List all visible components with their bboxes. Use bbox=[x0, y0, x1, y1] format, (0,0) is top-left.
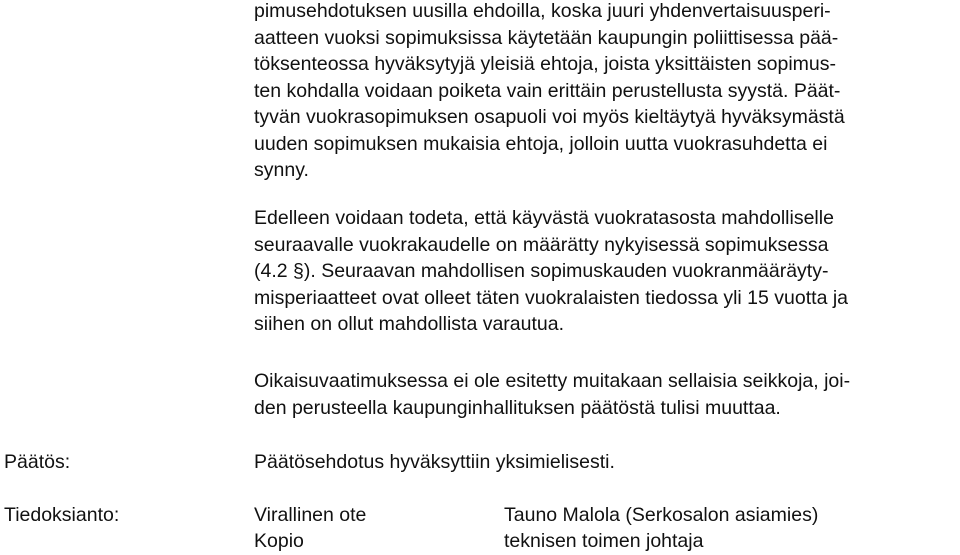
notification-recipient: teknisen toimen johtaja bbox=[504, 530, 704, 552]
paragraph-line: tyvän vuokrasopimuksen osapuoli voi myös kieltäytyä hyväksymästä bbox=[254, 106, 845, 128]
decision-label: Päätös: bbox=[4, 451, 71, 473]
paragraph-line: uuden sopimuksen mukaisia ehtoja, jolloin uutta vuokrasuhdetta ei bbox=[254, 132, 828, 155]
notification-recipient: Tauno Malola (Serkosalon asiamies) bbox=[504, 504, 819, 526]
paragraph-line: ten kohdalla voidaan poiketa vain erittäin perustellusta syystä. Päät- bbox=[254, 79, 841, 102]
paragraph-line: (4.2 §). Seuraavan mahdollisen sopimuskauden vuokranmääräyty- bbox=[254, 260, 829, 282]
paragraph-line: töksenteossa hyväksytyjä yleisiä ehtoja, joista yksittäisten sopimus- bbox=[254, 53, 837, 75]
paragraph-line: Oikaisuvaatimuksessa ei ole esitetty muitakaan sellaisia seikkoja, joi- bbox=[254, 370, 851, 392]
paragraph-line: den perusteella kaupunginhallituksen päätöstä tulisi muuttaa. bbox=[254, 396, 781, 419]
notification-label: Tiedoksianto: bbox=[4, 504, 120, 526]
paragraph-line: siihen on ollut mahdollista varautua. bbox=[254, 313, 565, 335]
body-paragraph-3 bbox=[254, 368, 954, 421]
paragraph-line: synny. bbox=[254, 159, 309, 181]
paragraph-line: aatteen vuoksi sopimuksissa käytetään kaupungin poliittisessa pää- bbox=[254, 26, 839, 49]
body-paragraph-1 bbox=[254, 0, 954, 184]
paragraph-line: Edelleen voidaan todeta, että käyvästä vuokratasosta mahdolliselle bbox=[254, 207, 834, 229]
notification-type: Virallinen ote bbox=[254, 504, 367, 526]
notification-type: Kopio bbox=[254, 530, 304, 552]
body-paragraph-2 bbox=[254, 205, 954, 338]
paragraph-line: pimusehdotuksen uusilla ehdoilla, koska juuri yhdenvertaisuusperi- bbox=[254, 0, 831, 22]
paragraph-line: misperiaatteet ovat olleet täten vuokralaisten tiedossa yli 15 vuotta ja bbox=[254, 286, 849, 309]
paragraph-line: seuraavalle vuokrakaudelle on määrätty nykyisessä sopimuksessa bbox=[254, 233, 829, 256]
decision-text: Päätösehdotus hyväksyttiin yksimielisesti. bbox=[254, 451, 615, 473]
